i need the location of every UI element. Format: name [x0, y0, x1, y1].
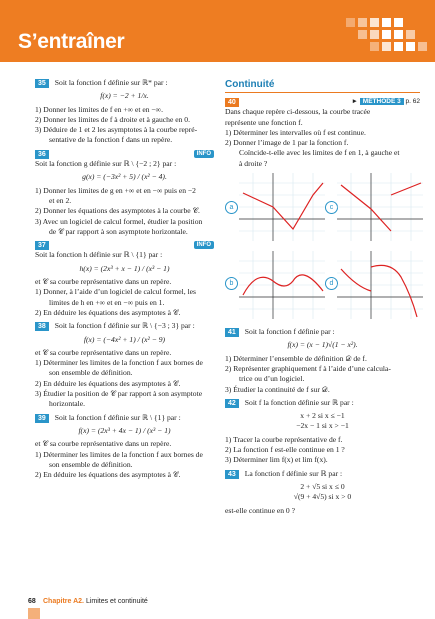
exercise-43	[225, 469, 420, 516]
page-title: S’entraîner	[18, 30, 125, 53]
exercise-intro: Soit la fonction f définie sur ℝ* par :	[54, 78, 168, 87]
exercise-41	[225, 327, 420, 395]
question: horizontale.	[49, 399, 86, 409]
question: de 𝒞 par rapport à son asymptote horizontale.	[49, 226, 188, 236]
question: son ensemble de définition.	[49, 368, 133, 378]
graph-label-a: a	[225, 201, 238, 214]
question: 2) En déduire les équations des asymptotes à 𝒞.	[35, 307, 181, 317]
exercise-38	[35, 321, 214, 409]
question: représente une fonction f.	[225, 117, 303, 127]
question: 2) Donner les équations des asymptotes à la courbe 𝒞.	[35, 206, 200, 216]
exercise-number: 39	[35, 414, 49, 423]
question: sentative de la fonction f dans un repère.	[49, 135, 173, 145]
question: 2) Donner l’image de 1 par la fonction f.	[225, 138, 349, 148]
footer-decoration	[28, 608, 40, 619]
chapter-label	[43, 598, 148, 605]
formula-case: √(9 + 4√5) si x > 0	[293, 492, 352, 502]
method-label: MÉTHODE 3	[360, 98, 404, 105]
decorative-squares	[336, 10, 431, 58]
left-column	[35, 78, 214, 480]
graph-label-c: c	[325, 201, 338, 214]
question: et en 2.	[49, 195, 72, 205]
question: et 𝒞 sa courbe représentative dans un repère.	[35, 347, 172, 357]
method-page: p. 62	[405, 98, 420, 105]
formula-case: 2 + √5 si x ≤ 0	[300, 481, 345, 491]
question: 1) Déterminer les limites de la fonction f aux bornes de	[35, 449, 203, 459]
question: 1) Déterminer l’ensemble de définition 𝒟 de f.	[225, 353, 367, 363]
question: 2) Donner les limites de f à droite et à gauche en 0.	[35, 114, 190, 124]
page-number: 68	[28, 598, 36, 605]
question: 1) Tracer la courbe représentative de f.	[225, 434, 343, 444]
question: 2) En déduire les équations des asymptotes à 𝒞.	[35, 378, 181, 388]
exercise-40	[225, 97, 420, 323]
question: limites de h en +∞ et en −∞ puis en 1.	[49, 297, 165, 307]
exercise-intro: Soit f la fonction définie sur ℝ par :	[244, 397, 354, 407]
graph-c	[337, 173, 423, 241]
exercise-number: 41	[225, 328, 239, 337]
question: et 𝒞 sa courbe représentative dans un repère.	[35, 277, 172, 287]
formula-case: −2x − 1 si x > −1	[296, 421, 349, 431]
exercise-number: 42	[225, 399, 239, 408]
question: 1) Déterminer les limites de la fonction f aux bornes de	[35, 358, 203, 368]
page-footer	[0, 584, 435, 619]
exercise-number: 35	[35, 79, 49, 88]
graph-label-d: d	[325, 277, 338, 290]
question: 3) Avec un logiciel de calcul formel, étudier la position	[35, 216, 203, 226]
graph-label-b: b	[225, 277, 238, 290]
exercise-intro: Soit la fonction h définie sur ℝ \ {1} par :	[35, 250, 163, 260]
question: 1) Donner les limites de f en +∞ et en −∞.	[35, 104, 163, 114]
piecewise-formula	[225, 411, 420, 432]
chapter-number: Chapitre A2.	[43, 598, 84, 605]
exercise-number: 43	[225, 470, 239, 479]
exercise-39	[35, 413, 214, 481]
question: est-elle continue en 0 ?	[225, 505, 296, 515]
exercise-intro: Soit la fonction f définie par :	[244, 327, 335, 337]
question: 3) Déterminer lim f(x) et lim f(x).	[225, 455, 328, 465]
question: 2) La fonction f est-elle continue en 1 ?	[225, 445, 345, 455]
graph-a	[239, 173, 325, 241]
question: 2) Représenter graphiquement f à l’aide d’une calcula-	[225, 363, 391, 373]
formula-case: x + 2 si x ≤ −1	[300, 411, 345, 421]
exercise-35	[35, 78, 214, 146]
piecewise-formula	[225, 482, 420, 503]
exercise-intro: Soit la fonction f définie sur ℝ \ {−3 ; 3} par :	[54, 321, 195, 331]
question: 3) Déduire de 1 et 2 les asymptotes à la courbe repré-	[35, 125, 198, 135]
formula: g(x) = (−3x² + 5) / (x² − 4).	[82, 172, 167, 182]
exercise-number: 38	[35, 322, 49, 331]
exercise-37	[35, 240, 214, 318]
question: et 𝒞 sa courbe représentative dans un repère.	[35, 439, 172, 449]
question: 1) Donner, à l’aide d’un logiciel de calcul formel, les	[35, 287, 196, 297]
question: Coïncide-t-elle avec les limites de f en 1, à gauche et	[239, 148, 400, 158]
formula: f(x) = (−4x² + 1) / (x² − 9)	[83, 334, 166, 344]
question: 3) Étudier la continuité de f sur 𝒟.	[225, 384, 330, 394]
formula: h(x) = (2x³ + x − 1) / (x³ − 1)	[79, 263, 170, 273]
question: 1) Donner les limites de g en +∞ et en −∞ puis en −2	[35, 185, 196, 195]
exercise-42	[225, 398, 420, 466]
method-reference: ► MÉTHODE 3 p. 62	[351, 98, 420, 105]
question: 2) En déduire les équations des asymptotes à 𝒞.	[35, 470, 181, 480]
section-title: Continuité	[225, 78, 420, 93]
graph-b	[239, 251, 325, 319]
exercise-36	[35, 149, 214, 237]
right-column	[225, 78, 420, 516]
exercise-intro: La fonction f définie sur ℝ par :	[244, 468, 343, 478]
chapter-title: Limites et continuité	[85, 598, 148, 605]
exercise-number: 37	[35, 241, 49, 250]
formula: f(x) = −2 + 1/x.	[100, 91, 149, 101]
formula: f(x) = (x − 1)√(1 − x²).	[287, 340, 358, 350]
graph-d	[337, 251, 423, 319]
exercise-number: 40	[225, 98, 239, 107]
question: 1) Déterminer les intervalles où f est continue.	[225, 127, 366, 137]
formula: f(x) = (2x³ + 4x − 1) / (x³ − 1)	[78, 425, 171, 435]
info-badge: INFO	[194, 150, 214, 158]
question: son ensemble de définition.	[49, 459, 133, 469]
info-badge: INFO	[194, 241, 214, 249]
question: trice ou d’un logiciel.	[239, 374, 305, 384]
question: à droite ?	[239, 158, 268, 168]
question: 3) Étudier la position de 𝒞 par rapport à son asymptote	[35, 389, 203, 399]
exercise-number: 36	[35, 150, 49, 159]
exercise-intro: Soit la fonction g définie sur ℝ \ {−2 ; 2} par :	[35, 159, 177, 169]
exercise-intro: Soit la fonction f définie sur ℝ \ {1} par :	[54, 412, 181, 422]
graph-grid	[225, 173, 420, 323]
question: Dans chaque repère ci-dessous, la courbe tracée	[225, 107, 371, 117]
page-header	[0, 0, 435, 62]
